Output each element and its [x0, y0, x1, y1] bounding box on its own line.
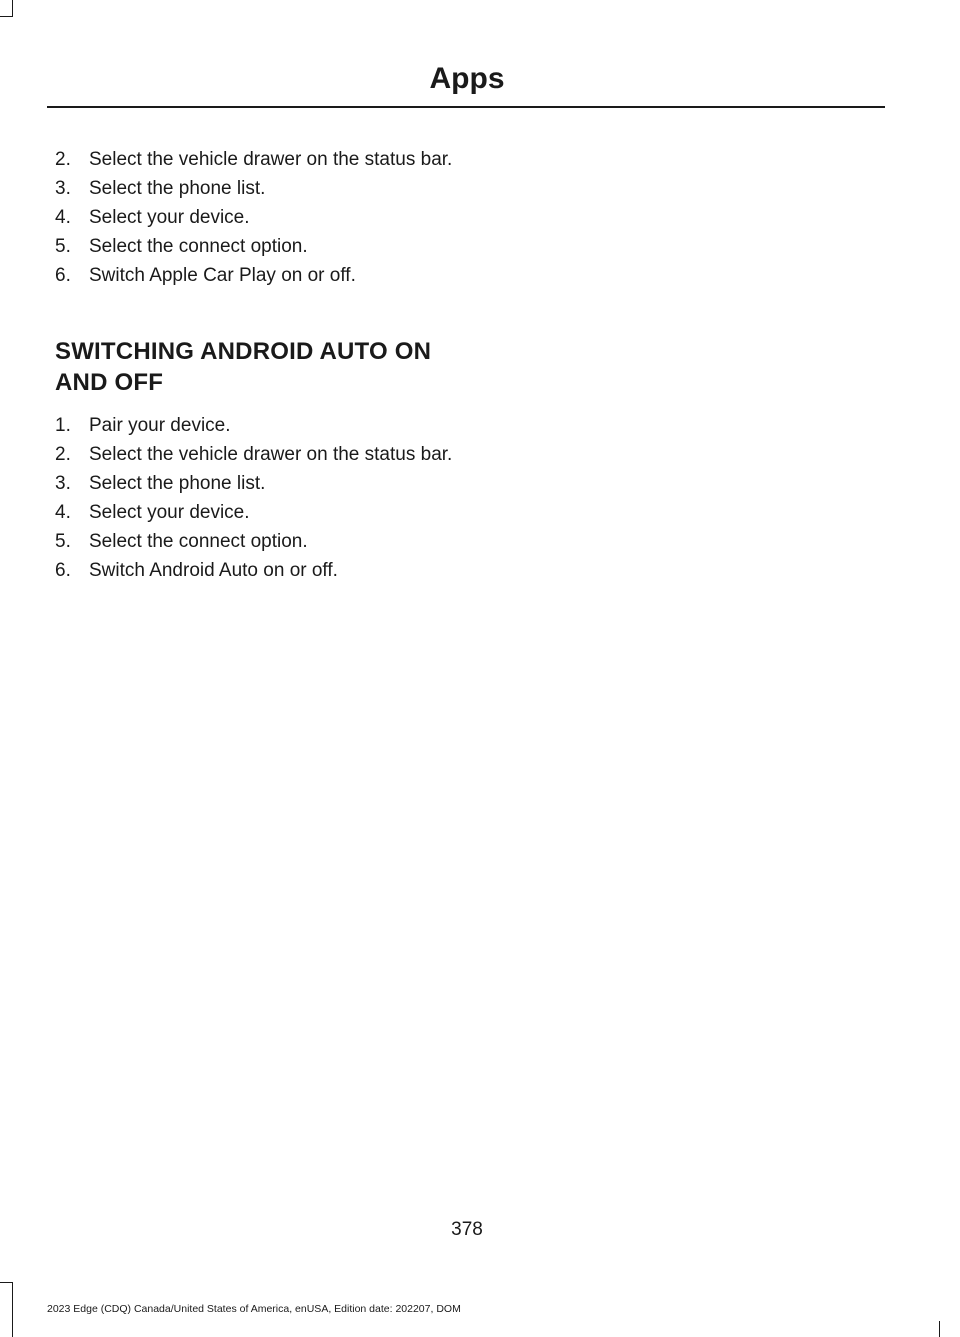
list-item	[55, 207, 455, 228]
apple-carplay-steps-list	[55, 149, 455, 294]
step-number: 2.	[55, 444, 71, 465]
crop-mark-top-left-vertical	[12, 0, 13, 16]
step-number: 6.	[55, 560, 71, 581]
step-text: Switch Apple Car Play on or off.	[89, 265, 356, 286]
list-item	[55, 531, 455, 552]
step-number: 3.	[55, 178, 71, 199]
step-text: Pair your device.	[89, 415, 231, 436]
step-text: Select the phone list.	[89, 473, 266, 494]
step-text: Select your device.	[89, 502, 250, 523]
section-heading: SWITCHING ANDROID AUTO ON AND OFF	[55, 338, 432, 396]
list-item	[55, 178, 455, 199]
step-number: 2.	[55, 149, 71, 170]
step-text: Select the vehicle drawer on the status bar.	[89, 149, 453, 170]
page-number: 378	[451, 1219, 483, 1240]
list-item	[55, 502, 455, 523]
crop-mark-bottom-left-horizontal	[0, 1282, 13, 1283]
step-text: Switch Android Auto on or off.	[89, 560, 338, 581]
step-number: 6.	[55, 265, 71, 286]
step-text: Select the vehicle drawer on the status bar.	[89, 444, 453, 465]
list-item	[55, 149, 455, 170]
step-text: Select your device.	[89, 207, 250, 228]
step-number: 4.	[55, 502, 71, 523]
page-title: Apps	[429, 62, 505, 95]
step-text: Select the phone list.	[89, 178, 266, 199]
step-number: 3.	[55, 473, 71, 494]
step-text: Select the connect option.	[89, 531, 308, 552]
list-item	[55, 560, 455, 581]
step-number: 1.	[55, 415, 71, 436]
list-item	[55, 473, 455, 494]
list-item	[55, 415, 455, 436]
step-number: 5.	[55, 236, 71, 257]
edition-footer: 2023 Edge (CDQ) Canada/United States of America, enUSA, Edition date: 202207, DOM	[47, 1303, 461, 1315]
header-divider	[47, 106, 885, 108]
list-item	[55, 236, 455, 257]
step-number: 5.	[55, 531, 71, 552]
crop-mark-bottom-right-vertical	[939, 1321, 940, 1337]
step-number: 4.	[55, 207, 71, 228]
crop-mark-bottom-left-vertical	[12, 1282, 13, 1337]
android-auto-steps-list	[55, 415, 455, 589]
crop-mark-top-left-horizontal	[0, 16, 13, 17]
step-text: Select the connect option.	[89, 236, 308, 257]
list-item	[55, 265, 455, 286]
list-item	[55, 444, 455, 465]
